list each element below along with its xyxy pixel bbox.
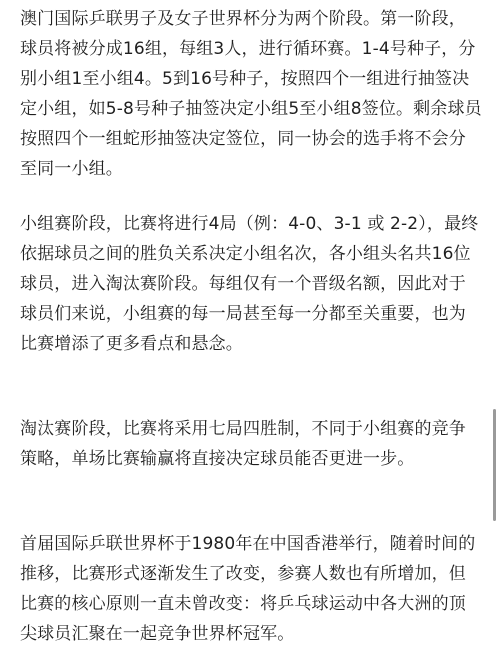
- paragraph-history: 首届国际乒联世界杯于1980年在中国香港举行，随着时间的推移，比赛形式逐渐发生了改变，参赛人数也有所增加，但比赛的核心原则一直未曾改变：将乒乓球运动中各大洲的顶尖球员汇聚在一起竞争世界杯冠军。: [20, 534, 476, 644]
- paragraph-knockout-stage: 淘汰赛阶段，比赛将采用七局四胜制，不同于小组赛的竞争策略，单场比赛输赢将直接决定球员能否更进一步。: [20, 419, 466, 469]
- paragraph-tournament-stages: 澳门国际乒联男子及女子世界杯分为两个阶段。第一阶段，球员将被分成16组，每组3人，进行循环赛。1-4号种子，分别小组1至小组4。5到16号种子，按照四个一组进行抽签决定小组，如5-8号种子抽签决定小组5至小组8签位。剩余球员按照四个一组蛇形抽签决定签位，同一协会的选手将不会分至同一小组。: [20, 9, 482, 179]
- paragraph-group-stage: 小组赛阶段，比赛将进行4局（例：4-0、3-1 或 2-2），最终依据球员之间的胜负关系决定小组名次，各小组头名共16位球员，进入淘汰赛阶段。每组仅有一个晋级名额，因此对于球员们来说，小组赛的每一局甚至每一分都至关重要，也为比赛增添了更多看点和悬念。: [20, 214, 479, 354]
- scrollbar-thumb[interactable]: [493, 409, 496, 521]
